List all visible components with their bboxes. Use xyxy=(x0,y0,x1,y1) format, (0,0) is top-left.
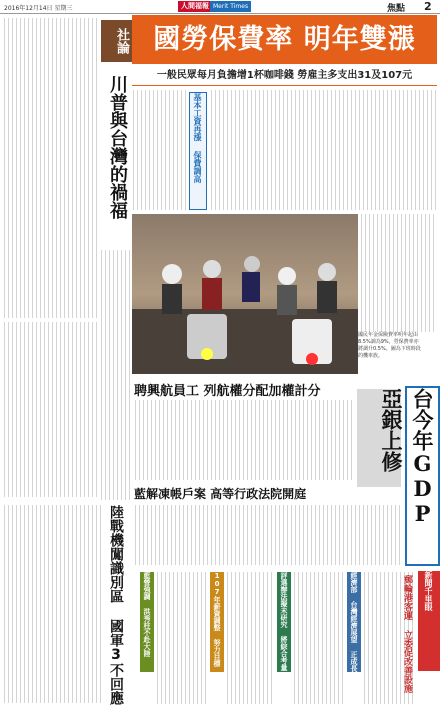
photo-caption: 國民年金保險費率明年起由8.5%調為9%，勞保費率亦將調升0.5%。圖為下班時段的機車族。 xyxy=(358,332,421,359)
editorial-title: 川普與台灣的禍福 xyxy=(107,75,128,219)
main-subheadline: 一般民眾每月負擔增1杯咖啡錢 勞雇主多支出31及107元 xyxy=(132,66,437,86)
story-3-text xyxy=(3,505,101,703)
caption-column-text xyxy=(360,214,437,332)
bottom-box-1-text xyxy=(156,572,208,704)
bottom-box-3: 評選辦法擬未研究 將綜合考量 xyxy=(277,572,291,672)
editorial-tag: 社論 xyxy=(101,20,132,62)
left-column-text-2 xyxy=(3,322,99,497)
main-headline: 國勞保費率 明年雙漲 xyxy=(132,15,437,64)
story-headline-2: 藍解凍帳戶案 高等行政法院開庭 xyxy=(134,487,307,501)
section-name: 焦點 xyxy=(387,4,406,14)
story-2-text xyxy=(134,505,402,565)
bottom-box-2-text xyxy=(226,572,274,704)
gdp-headline: 台今年GDP 亞銀上修 xyxy=(379,388,435,526)
page-header xyxy=(0,0,440,14)
newspaper-logo-en: Merit Times xyxy=(210,1,251,12)
editorial-body xyxy=(100,250,131,500)
bottom-box-3-text xyxy=(293,572,343,704)
main-sidebar-label: 基本工資再漲 保費調高 xyxy=(193,93,203,183)
photo-caption-column xyxy=(360,214,437,332)
bottom-box-4: 經濟部 台灣經濟展望 正成長 xyxy=(347,572,361,672)
story-1-text xyxy=(134,400,354,480)
bottom-box-2: 107年薪資調整 努力目標 xyxy=(210,572,224,672)
story-headline-1: 聘興航員工 列航權分配加權計分 xyxy=(134,384,321,399)
traffic-photo xyxy=(132,214,358,374)
main-sidebar-box xyxy=(189,92,207,210)
news-corner-label: 新聞千里眼 xyxy=(418,571,440,671)
newspaper-logo: 人間福報 xyxy=(178,1,212,12)
issue-date: 2016年12月14日 星期三 xyxy=(4,5,73,12)
main-story-text-1 xyxy=(132,90,187,210)
left-column-text xyxy=(3,18,99,318)
bottom-box-1: 藍營強調 洪秀柱不赴大陸 xyxy=(140,572,154,672)
story-headline-3: 陸戰機闖識別區 國軍3不回應 xyxy=(108,505,124,705)
page-number: 2 xyxy=(424,0,432,13)
news-corner-headline: 郵輪港客運 立委促改善設施 xyxy=(402,575,412,693)
main-story-text-2 xyxy=(210,90,436,210)
